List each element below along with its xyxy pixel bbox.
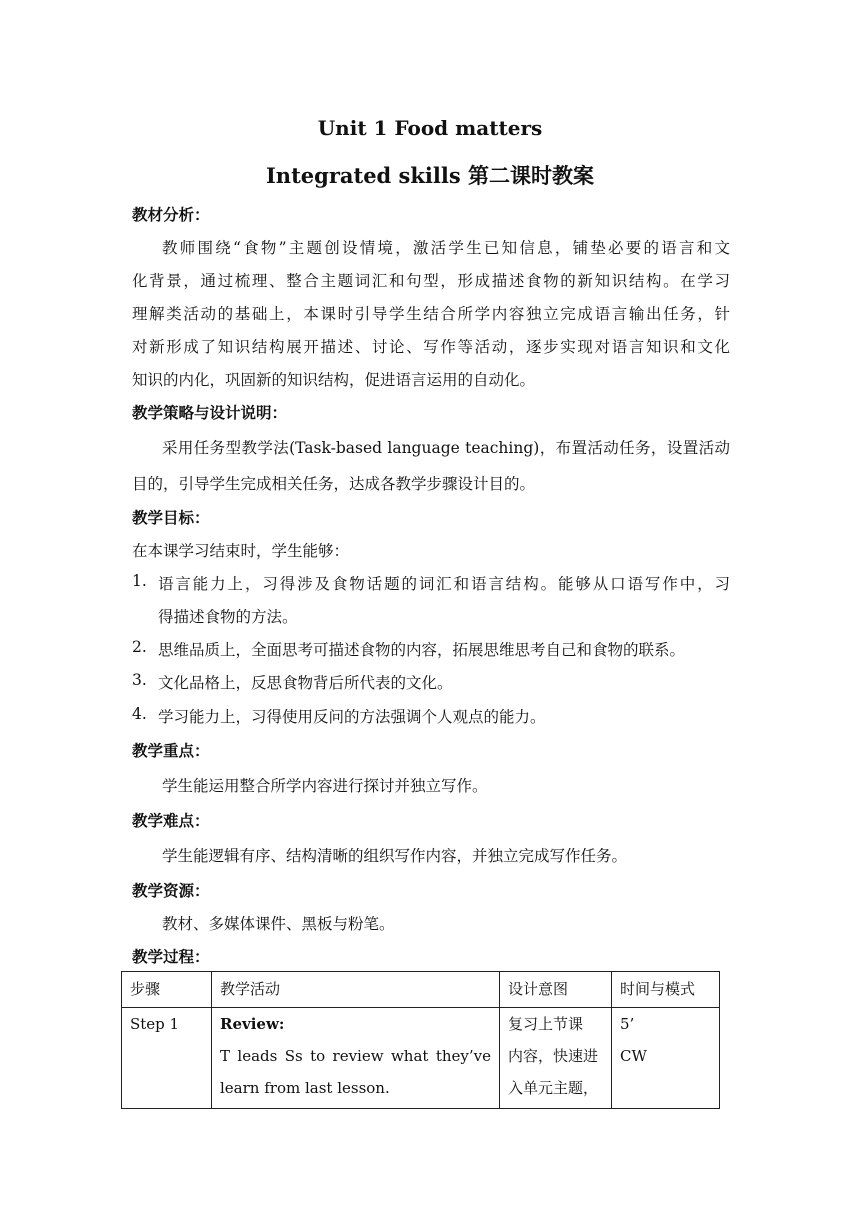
resources-text: 教材、多媒体课件、黑板与粉笔。	[162, 915, 395, 933]
table-header-cell: 时间与模式	[612, 972, 720, 1008]
goal-number: 2.	[132, 638, 147, 656]
goals-heading: 教学目标：	[132, 508, 210, 527]
table-header-cell: 教学活动	[212, 972, 500, 1008]
time-cell	[612, 1008, 720, 1109]
activity-cell	[212, 1008, 500, 1109]
goal-number: 4.	[132, 705, 147, 723]
strategy-line: 采用任务型教学法(Task-based language teaching)，布置活动任务，设置活动	[162, 439, 730, 457]
goal-text: 思维品质上，全面思考可描述食物的内容，拓展思维思考自己和食物的联系。	[158, 641, 686, 659]
goal-text: 文化品格上，反思食物背后所代表的文化。	[158, 674, 453, 692]
intent-line: 内容，快速进	[508, 1047, 599, 1065]
intent-cell	[500, 1008, 612, 1109]
analysis-line: 理解类活动的基础上，本课时引导学生结合所学内容独立完成语言输出任务，针	[132, 305, 730, 323]
strategy-line: 目的，引导学生完成相关任务，达成各教学步骤设计目的。	[132, 475, 536, 493]
goal-text: 得描述食物的方法。	[158, 608, 298, 626]
goal-number: 1.	[132, 572, 147, 590]
goal-number: 3.	[132, 671, 147, 689]
activity-line: T leads Ss to review what they’ve	[220, 1047, 491, 1065]
analysis-heading: 教材分析：	[132, 205, 210, 224]
step-cell: Step 1	[122, 1008, 212, 1109]
table-header-cell: 设计意图	[500, 972, 612, 1008]
strategy-heading: 教学策略与设计说明：	[132, 403, 288, 422]
analysis-line: 知识的内化，巩固新的知识结构，促进语言运用的自动化。	[132, 371, 536, 389]
time-line: 5’	[620, 1015, 635, 1033]
goal-text: 学习能力上，习得使用反问的方法强调个人观点的能力。	[158, 708, 546, 726]
intent-line: 入单元主题，	[508, 1079, 599, 1097]
doc-subtitle: Integrated skills 第二课时教案	[265, 163, 594, 188]
analysis-line: 对新形成了知识结构展开描述、讨论、写作等活动，逐步实现对语言知识和文化	[132, 338, 730, 356]
doc-title: Unit 1 Food matters	[317, 116, 543, 140]
activity-title: Review:	[220, 1015, 285, 1033]
goal-text: 语言能力上，习得涉及食物话题的词汇和语言结构。能够从口语写作中，习	[158, 575, 730, 593]
key-text: 学生能运用整合所学内容进行探讨并独立写作。	[162, 777, 488, 795]
activity-line: learn from last lesson.	[220, 1079, 390, 1097]
process-table	[121, 971, 720, 1109]
table-header-cell: 步骤	[122, 972, 212, 1008]
intent-line: 复习上节课	[508, 1015, 584, 1033]
resources-heading: 教学资源：	[132, 881, 210, 900]
key-heading: 教学重点：	[132, 741, 210, 760]
goals-intro: 在本课学习结束时，学生能够：	[132, 542, 350, 560]
table-header-row	[122, 972, 720, 1008]
time-line: CW	[620, 1047, 647, 1065]
difficulty-text: 学生能逻辑有序、结构清晰的组织写作内容，并独立完成写作任务。	[162, 847, 628, 865]
process-heading: 教学过程：	[132, 947, 210, 966]
analysis-line: 化背景，通过梳理、整合主题词汇和句型，形成描述食物的新知识结构。在学习	[132, 272, 730, 290]
table-row	[122, 1008, 720, 1109]
analysis-line: 教师围绕“食物”主题创设情境，激活学生已知信息，铺垫必要的语言和文	[162, 239, 730, 257]
difficulty-heading: 教学难点：	[132, 811, 210, 830]
